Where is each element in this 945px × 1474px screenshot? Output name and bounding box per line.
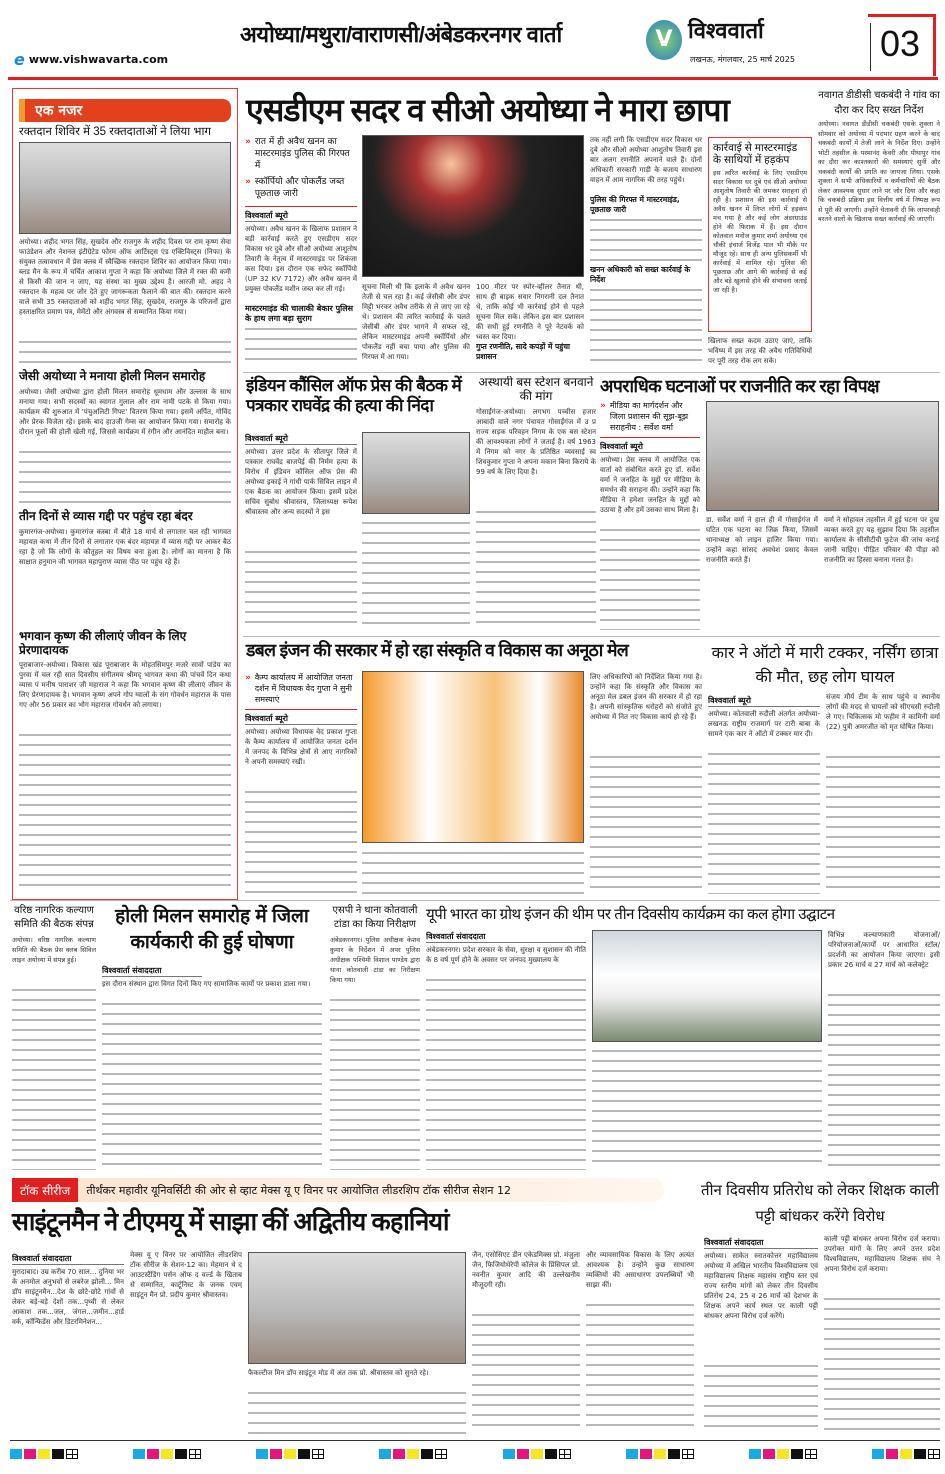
- story-body: अयोध्या। जेसी अयोध्या द्वारा होली मिलन समारोह धूमधाम और उल्लास के साथ मनाया गया। सभी सदस्यों का स्वागत गुलाल और राम नामी पटके से किया गया। कार्यक्रम की शुरुआत में 'पंचुअलिटी गिफ्ट' वितरण किया गया। इसमें अर्पित, गोविंद और प्रेरक विजेता रहे। इसके बाद हाउजी गेम्स का आयोजन किया गया। समारोह के दौरान फूलों की होली खेली गई, जिससे कार्यक्रम में रंगीन और आनंदित माहौल बना।: [19, 388, 231, 437]
- dateline: लखनऊ, मंगलवार, 25 मार्च 2025: [690, 55, 795, 64]
- chevron-bullet-icon: »: [245, 177, 251, 187]
- ek-nazar-banner: एक नजर: [19, 99, 231, 122]
- chevron-bullet-icon: »: [245, 137, 251, 147]
- lead-col-1: » रात में ही अवैध खनन का मास्टरमाइंड पुलिस की गिरफ्त में » स्कॉर्पियो और पोकलैंड जब्त पूछताछ जारी विश्ववार्ता ब्यूरो अयोध्या। अवैध खनन के खिलाफ प्रशासन ने बड़ी कार्रवाई करते हुए एसडीएम सदर विकास धर दुबे और सीओ अयोध्या आशुतोष तिवारी के नेतृत्व में मास्टरमाइंड पर शिकंजा कस दिया। इस दौरान एक सफेद स्कॉर्पियो (UP 32 KV 7172) और अवैध खनन में प्रयुक्त पोकलैंड मशीन जब्त कर ली गई। मास्टरमाइंड की चालाकी बेकार पुलिस के हाथ लगा बड़ा सुराग: [245, 136, 357, 368]
- up-growth-headline: यूपी भारत का ग्रोथ इंजन की थीम पर तीन दिवसीय कार्यक्रम का कल होगा उद्घाटन: [426, 906, 835, 923]
- story-headline: तीन दिनों से व्यास गद्दी पर पहुंच रहा बंदर: [19, 509, 193, 524]
- double-engine-headline: डबल इंजन की सरकार में हो रहा संस्कृति व विकास का अनूठा मेल: [246, 640, 629, 660]
- blood-donation-photo: [19, 142, 231, 234]
- masthead: [8, 8, 938, 80]
- print-color-bar: [10, 1440, 940, 1459]
- chevron-bullet-icon: »: [245, 673, 251, 683]
- story-headline: रक्तदान शिविर में 35 रक्तदाताओं ने लिया भाग: [19, 126, 211, 138]
- page-number-box: [868, 14, 936, 76]
- section-title: अयोध्या/मथुरा/वाराणसी/अंबेडकरनगर वार्ता: [240, 22, 562, 47]
- website[interactable]: e www.vishwavarta.com: [14, 50, 169, 69]
- janata-darshan-photo: [362, 671, 584, 843]
- car-accident-headline: कार ने ऑटो में मारी टक्कर, नर्सिंग छात्रा की मौत, छह लोग घायल: [711, 645, 939, 686]
- ddc-story: नवागत डीडीसी चकबंदी ने गांव का दौरा कर दिए सख्त निर्देश अयोध्या। नवागत डीडीसी चकबंदी एसके शुक्ला ने सोमवार को अयोध्या में पदभार ग्रहण करने के बाद चकबंदी कार्यों में तेजी लाने के निर्देश दिए। उन्होंने भोटी तहसील के परमानंद केवरी और पीथापुर गांव का दौरा कर काश्तकारों की समस्याएं सुनीं और चकबंदी कार्यों की प्रगति का जायजा लिया। एसके शुक्ला ने सभी अधिकारियों व कर्मचारियों की बैठक लेकर आवश्यक सुधार लाने पर जोर दिया और कहा कि चकबंदी प्रक्रिया इस वित्तीय वर्ष में निष्पक्ष रूप से पूरी की जाएगी। उन्होंने चेतावनी दी कि लापरवाही बरतने वालों के खिलाफ सख्त कार्रवाई की जाएगी।: [818, 90, 940, 223]
- paper-logo-icon: V: [646, 20, 682, 60]
- exhibition-tent-photo: [592, 930, 822, 1042]
- page-number: 03: [880, 23, 921, 64]
- press-meet-photo: [706, 401, 939, 511]
- raid-night-photo: [362, 135, 584, 277]
- lead-headline: एसडीएम सदर व सीओ अयोध्या ने मारा छापा: [246, 92, 729, 128]
- holi-district-headline: होली मिलन समारोह में जिला कार्यकारी की हुई घोषणा: [115, 906, 309, 953]
- story-body: पूराबाजार-अयोध्या। विकास खंड पूराबाजार के मोहतसिमपुर मजरे सावों पांडेय का पुरवा में चल रही सात दिवसीय संगीतमय श्रीमद् भागवत कथा की पांचवें दिन कथा व्यास पं मनीष पाराशर जी महाराज ने कहा कि भगवान कृष्ण की लीलाएं जीवन के लिए प्रेरणादायक है। भगवान कृष्ण अपने गोप ग्वालों के संग गोवर्धन महाराज के पास गए और 56 प्रकार का भोग महाराज गोवर्धन को लगाया।: [19, 661, 231, 710]
- story-headline: भगवान कृष्ण की लीलाएं जीवन के लिए प्रेरणादायक: [19, 628, 187, 657]
- teachers-protest-headline: तीन दिवसीय प्रतिरोध को लेकर शिक्षक काली पट्टी बांधकर करेंगे विरोध: [701, 1182, 939, 1225]
- masterminds-box: कार्रवाई से मास्टरमाइंड के साथियों में हड़कंप इस त्वरित कार्रवाई के लिए एसडीएम सदर विकास धर दुबे एवं सीओ अयोध्या आशुतोष तिवारी की जमकर सराहना हो रही है। प्रशासन की इस कार्रवाई से अवैध खनन में लिप्त लोगों में हड़कंप मच गया है और कई लोग अंडरग्राउंड होने की फिराक में हैं। इस दौरान कोतवाल मनोज कुमार शर्मा अयोध्या एवं चौकी इंचार्ज विजेंद्र पाल भी मौके पर मौजूद रहे। साथ ही अन्य पुलिसकर्मी भी कार्रवाई में शामिल रहे। पुलिस की पूछताछ और आगे की कार्रवाई से कई और बड़े खुलासे होने की संभावना जताई जा रही है।: [708, 137, 812, 332]
- opposition-headline: अपराधिक घटनाओं पर राजनीति कर रहा विपक्ष: [600, 376, 880, 396]
- story-body: अयोध्या। शहीद भगत सिंह, सुखदेव और राजगुरु के शहीद दिवस पर राम कृष्ण सेवा फाउंडेशन और नेशनल इंटीग्रेटेड फोरम ऑफ आर्टिस्ट्स एंड एक्टिविस्ट्स (निफा) के संयुक्त तत्वावधान में प्रेस क्लब में स्वैच्छिक रक्तदान शिविर का आयोजन किया गया। ब्लड मैन के रूप में चर्चित आकाश गुप्ता ने कहा कि अयोध्या जिले में रक्त की कमी से किसी की जान न जाए, यह संस्था का मुख्य उद्देश्य है। आरजी मो. अहद ने रक्तदान के महत्व पर जोर देते हुए जागरूकता फैलाने की बात की। रक्तदान करने वाले सभी 35 रक्तदाताओं को शहीद भगत सिंह, सुखदेव, राजगुरु के परिजनों द्वारा हस्ताक्षरित प्रमाण पत्र, मेमेंटो और अंगवस्त्र से सम्मानित किया गया।: [19, 238, 231, 317]
- talk-series-strap: टॉक सीरीज तीर्थंकर महावीर यूनिवर्सिटी की ओर से व्हाट मेक्स यू ए विनर पर आयोजित लीडरशिप टॉक सीरीज सेशन 12: [12, 1178, 664, 1202]
- left-column: [12, 88, 238, 900]
- press-council-headline: इंडियन कौंसिल ऑफ प्रेस की बैठक में पत्रकार राघवेंद्र की हत्या की निंदा: [246, 376, 462, 415]
- byline: विश्ववार्ता ब्यूरो: [245, 210, 357, 222]
- story-headline: जेसी अयोध्या ने मनाया होली मिलन समारोह: [19, 369, 206, 384]
- chevron-bullet-icon: »: [600, 401, 606, 411]
- browser-e-icon: e: [14, 50, 25, 69]
- sp-inspection-story: एसपी ने थाना कोतवाली टांडा का किया निरीक्षण अंबेडकरनगर। पुलिस अधीक्षक केशव कुमार के निर्देशन में अपर पुलिस अधीक्षक पश्चिमी विशाल पाण्डेय द्वारा थाना कोतवाली टांडा का निरीक्षण किया गया।: [330, 904, 420, 1170]
- bus-station-story: अस्थायी बस स्टेशन बनवाने की मांग गोसाईंगंज-अयोध्या। लगभग पच्चीस हजार आबादी वाले नगर पंचायत गोसाईंगंज में उ प्र राज्य सड़क परिवहन निगम के एक बस स्टेशन की आवश्यकता लोगों ने जताई है। वर्ष 1963 में निगम को नगर के प्रतिष्ठित व्यवसाई स्व शिवकुमार गुप्ता ने अपना मकान बिना किराये के 99 वर्ष के लिए दिया है।: [476, 376, 596, 630]
- press-council-photo: [362, 432, 470, 514]
- paper-name: विश्ववार्ता: [688, 18, 764, 43]
- tmu-award-photo: [248, 1252, 466, 1364]
- senior-citizens-story: वरिष्ठ नागरिक कल्याण समिति की बैठक संपन्न अयोध्या। वरिष्ठ नागरिक कल्याण समिति की बैठक प्रेस क्लब सिविल लाइन अयोध्या में संपन्न हुई।: [12, 904, 96, 1170]
- talk-series-tag: टॉक सीरीज: [12, 1178, 78, 1202]
- story-body: कुमारगंज-अयोध्या। कुमारगंज कस्बा में बीते 18 मार्च से लगातार चल रही भागवत महायज्ञ कथा में तीन दिनों से लगातार एक बंदर महायज्ञ में व्यास गद्दी पर आकर बैठ रहा है जो कि लोगों के कौतूहल का विषय बना हुआ है। लोगों का मानना है कि साक्षात हनुमान जी भागवत महापुराण व्यास पीठ पर पहुंच रहे हैं।: [19, 527, 231, 566]
- sciencetoon-headline: साइंटूनमैन ने टीएमयू में साझा कीं अद्वितीय कहानियां: [12, 1208, 449, 1236]
